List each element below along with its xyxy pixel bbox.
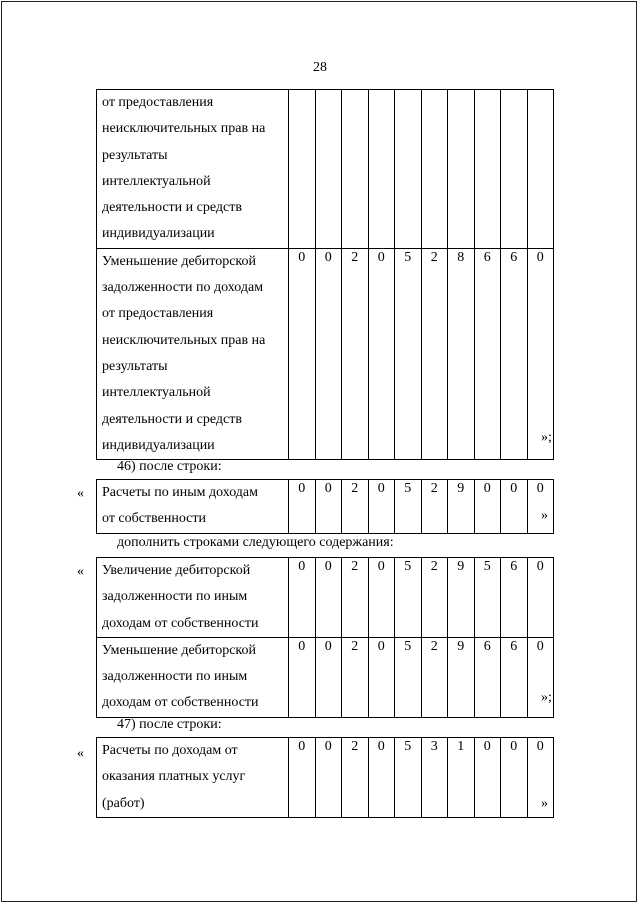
code-digit: 2 — [342, 248, 369, 459]
code-digit: 0 — [315, 738, 342, 818]
code-digit: 2 — [342, 738, 369, 818]
label-line: интеллектуальной — [102, 173, 211, 189]
code-digit: 5 — [395, 738, 422, 818]
code-digit: 0 — [501, 738, 528, 818]
open-quote: « — [77, 746, 84, 761]
code-digit: 9 — [448, 637, 475, 717]
code-digit: 0 — [289, 248, 316, 459]
label-line: доходам от собственности — [102, 695, 259, 711]
code-digit: 0 — [368, 248, 395, 459]
code-digit: 5 — [474, 558, 501, 638]
code-digit: 2 — [421, 248, 448, 459]
label-line: задолженности по доходам — [102, 280, 264, 296]
label-line: индивидуализации — [102, 437, 215, 453]
code-digit: 6 — [501, 558, 528, 638]
label-line: деятельности и средств — [102, 200, 242, 216]
label-line: от предоставления — [102, 95, 214, 110]
code-digit: 0 — [527, 480, 554, 534]
label-line: от собственности — [102, 511, 207, 527]
row-label — [97, 248, 289, 459]
code-digit: 0 — [315, 480, 342, 534]
code-digit — [501, 90, 528, 249]
label-line: задолженности по иным — [102, 589, 248, 605]
code-digit: 0 — [527, 558, 554, 638]
table-row — [97, 480, 554, 534]
code-digit: 0 — [368, 558, 395, 638]
code-digit: 6 — [474, 637, 501, 717]
code-digit: 2 — [421, 637, 448, 717]
label-line: неисключительных прав на — [102, 121, 266, 137]
code-digit: 0 — [289, 738, 316, 818]
label-line: Уменьшение дебиторской — [102, 253, 257, 269]
label-line: оказания платных услуг — [102, 769, 246, 785]
label-line: индивидуализации — [102, 226, 215, 242]
table-row — [97, 90, 554, 249]
code-digit — [527, 90, 554, 249]
instruction-add: дополнить строками следующего содержания: — [117, 535, 394, 550]
close-quote: »; — [541, 430, 552, 445]
row-label — [97, 480, 289, 534]
code-digit: 6 — [501, 637, 528, 717]
code-digit: 0 — [289, 480, 316, 534]
code-digit: 0 — [315, 558, 342, 638]
code-digit: 5 — [395, 480, 422, 534]
code-digit — [289, 90, 316, 249]
code-digit: 0 — [368, 738, 395, 818]
code-digit: 0 — [474, 738, 501, 818]
code-digit — [342, 90, 369, 249]
instruction-46: 46) после строки: — [117, 459, 222, 474]
codes-table-1 — [96, 89, 554, 460]
codes-table-3 — [96, 557, 554, 718]
code-digit: 2 — [421, 558, 448, 638]
label-line: задолженности по иным — [102, 669, 248, 685]
code-digit — [395, 90, 422, 249]
code-digit: 1 — [448, 738, 475, 818]
code-digit: 0 — [289, 637, 316, 717]
code-digit: 3 — [421, 738, 448, 818]
label-line: результаты — [102, 147, 168, 163]
code-digit: 9 — [448, 480, 475, 534]
table-row — [97, 738, 554, 818]
row-label — [97, 90, 289, 249]
code-digit: 9 — [448, 558, 475, 638]
label-line: Расчеты по доходам от — [102, 743, 238, 758]
label-line: результаты — [102, 358, 168, 374]
table-row — [97, 637, 554, 717]
code-digit: 2 — [342, 637, 369, 717]
open-quote: « — [77, 564, 84, 579]
code-digit — [368, 90, 395, 249]
code-digit — [421, 90, 448, 249]
label-line: доходам от собственности — [102, 615, 259, 631]
label-line: неисключительных прав на — [102, 332, 266, 348]
code-digit: 0 — [368, 637, 395, 717]
row-label — [97, 637, 289, 717]
label-line: Расчеты по иным доходам — [102, 485, 258, 500]
label-line: деятельности и средств — [102, 411, 242, 427]
code-digit: 8 — [448, 248, 475, 459]
code-digit: 5 — [395, 558, 422, 638]
codes-table-4 — [96, 737, 554, 818]
code-digit: 0 — [474, 480, 501, 534]
code-digit: 0 — [315, 248, 342, 459]
open-quote: « — [77, 486, 84, 501]
code-digit — [474, 90, 501, 249]
code-digit: 0 — [527, 738, 554, 818]
close-quote: »; — [541, 690, 552, 705]
code-digit: 0 — [501, 480, 528, 534]
close-quote: » — [541, 796, 548, 811]
label-line: Увеличение дебиторской — [102, 563, 251, 578]
code-digit: 6 — [474, 248, 501, 459]
row-label — [97, 558, 289, 638]
label-line: Уменьшение дебиторской — [102, 642, 257, 658]
code-digit: 2 — [342, 558, 369, 638]
instruction-47: 47) после строки: — [117, 717, 222, 732]
table-row — [97, 248, 554, 459]
code-digit: 0 — [368, 480, 395, 534]
code-digit: 5 — [395, 248, 422, 459]
label-line: от предоставления — [102, 306, 214, 322]
row-label — [97, 738, 289, 818]
code-digit: 0 — [289, 558, 316, 638]
close-quote: » — [541, 508, 548, 523]
codes-table-2 — [96, 479, 554, 534]
code-digit: 2 — [421, 480, 448, 534]
code-digit: 5 — [395, 637, 422, 717]
label-line: интеллектуальной — [102, 385, 211, 401]
code-digit: 6 — [501, 248, 528, 459]
code-digit: 0 — [527, 248, 554, 459]
code-digit: 0 — [527, 637, 554, 717]
label-line: (работ) — [102, 795, 145, 811]
code-digit — [315, 90, 342, 249]
table-row — [97, 558, 554, 638]
code-digit — [448, 90, 475, 249]
page-number: 28 — [313, 60, 327, 75]
code-digit: 0 — [315, 637, 342, 717]
code-digit: 2 — [342, 480, 369, 534]
